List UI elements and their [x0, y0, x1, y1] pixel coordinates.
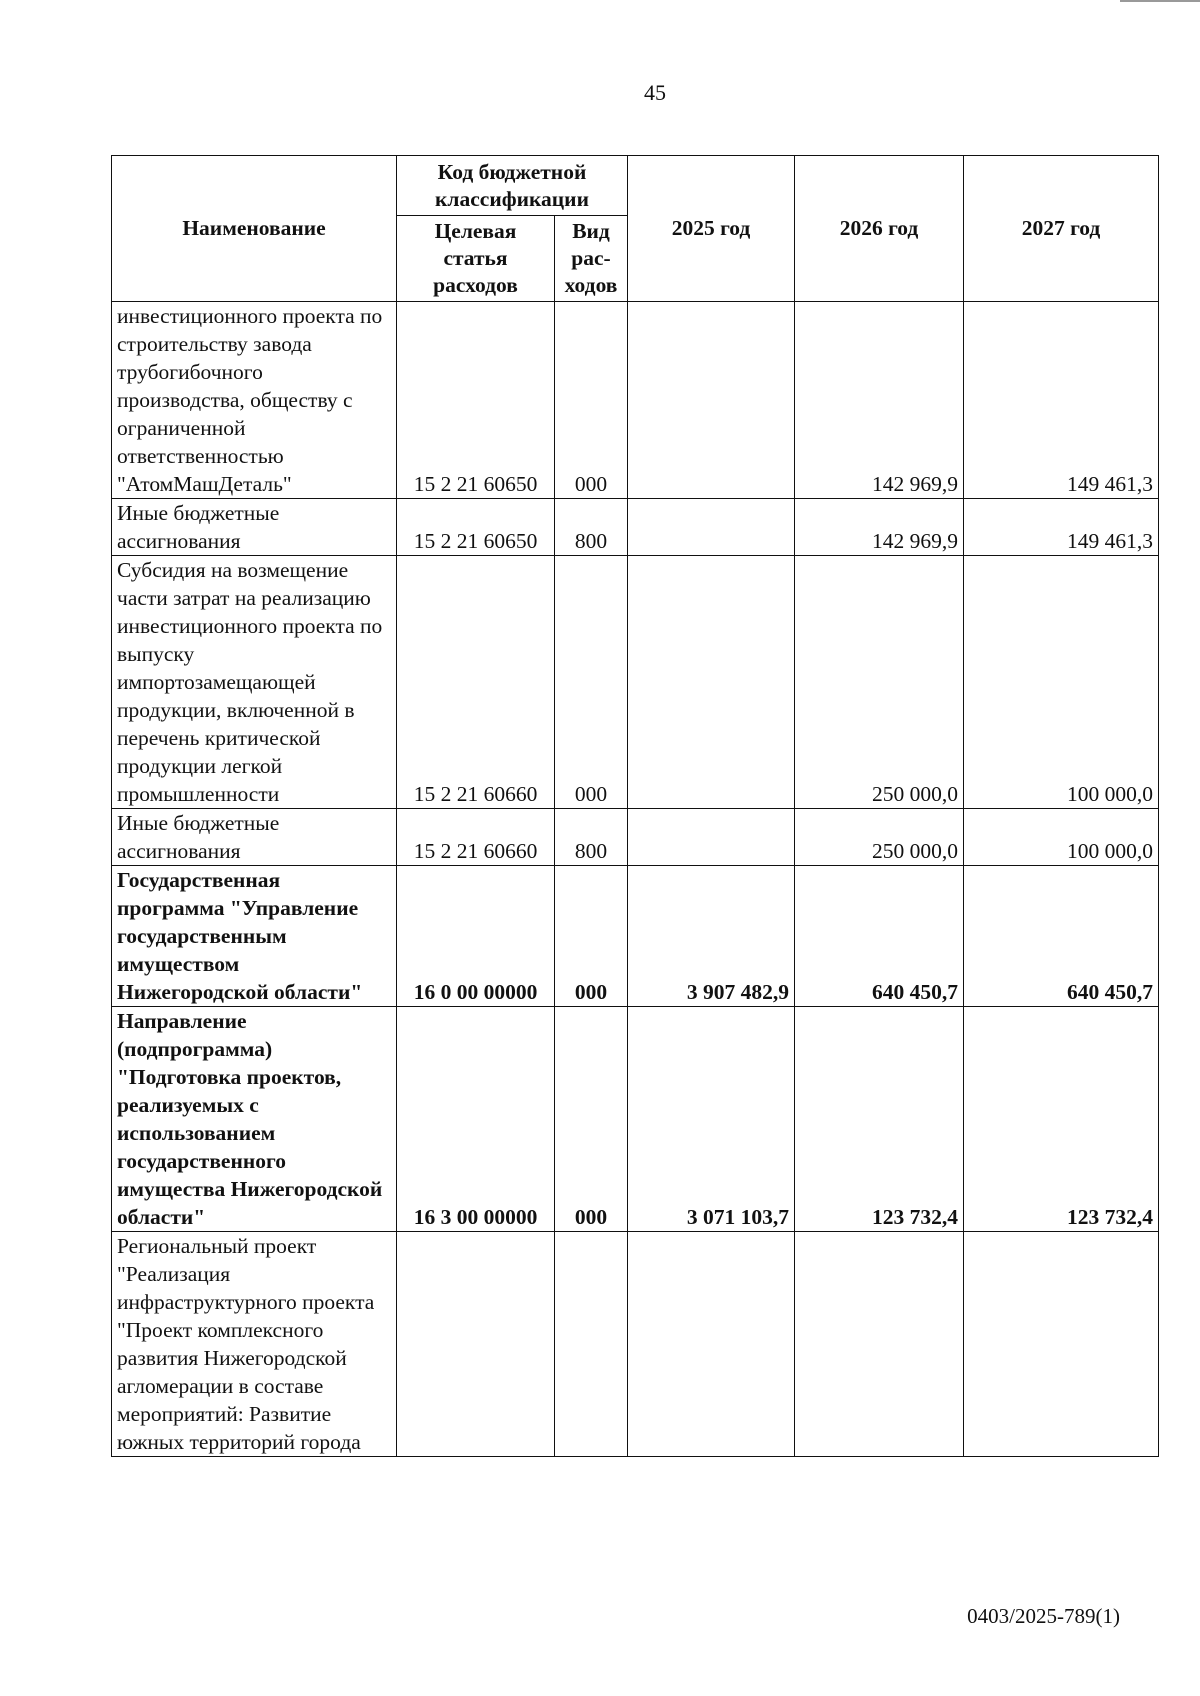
row-expense-type: 000 [555, 556, 628, 809]
row-value-2027 [964, 1232, 1159, 1457]
row-value-2027: 100 000,0 [964, 809, 1159, 866]
row-value-2027: 149 461,3 [964, 499, 1159, 556]
header-2027: 2027 год [964, 156, 1159, 302]
row-expense-type: 800 [555, 499, 628, 556]
table-row [112, 1007, 1159, 1232]
row-name: Субсидия на возмещение части затрат на реализацию инвестиционного проекта по выпуску импортозамещающей продукции, включенной в перечень критической продукции легкой промышленности [112, 556, 397, 809]
row-value-2025 [628, 302, 795, 499]
header-code-group: Код бюджетной классификации [397, 156, 628, 216]
header-2025: 2025 год [628, 156, 795, 302]
row-target-article: 15 2 21 60650 [397, 499, 555, 556]
table-body [112, 302, 1159, 1457]
row-value-2025 [628, 499, 795, 556]
page-number: 45 [644, 80, 666, 105]
table-row [112, 1232, 1159, 1457]
row-name: Иные бюджетные ассигнования [112, 499, 397, 556]
row-target-article: 16 3 00 00000 [397, 1007, 555, 1232]
row-value-2026: 250 000,0 [795, 556, 964, 809]
row-value-2027: 100 000,0 [964, 556, 1159, 809]
row-target-article: 15 2 21 60660 [397, 556, 555, 809]
row-name: Иные бюджетные ассигнования [112, 809, 397, 866]
row-expense-type: 000 [555, 866, 628, 1007]
row-expense-type: 800 [555, 809, 628, 866]
row-value-2025 [628, 556, 795, 809]
row-value-2025 [628, 809, 795, 866]
header-name: Наименование [112, 156, 397, 302]
row-value-2025: 3 071 103,7 [628, 1007, 795, 1232]
row-value-2026: 142 969,9 [795, 499, 964, 556]
row-target-article: 16 0 00 00000 [397, 866, 555, 1007]
table-header [112, 156, 1159, 302]
table-row [112, 866, 1159, 1007]
row-value-2027: 123 732,4 [964, 1007, 1159, 1232]
row-name: Региональный проект "Реализация инфраструктурного проекта "Проект комплексного развития Нижегородской агломерации в составе мероприятий: Развитие южных территорий города [112, 1232, 397, 1457]
table-row [112, 809, 1159, 866]
row-value-2026: 250 000,0 [795, 809, 964, 866]
row-expense-type: 000 [555, 1007, 628, 1232]
row-target-article: 15 2 21 60660 [397, 809, 555, 866]
scan-corner-mark [1120, 0, 1200, 2]
table-row [112, 499, 1159, 556]
row-value-2026: 142 969,9 [795, 302, 964, 499]
header-expense-type: Вид рас-ходов [555, 216, 628, 302]
header-2026: 2026 год [795, 156, 964, 302]
row-name: инвестиционного проекта по строительству завода трубогибочного производства, обществу с ограниченной ответственностью "АтомМашДеталь" [112, 302, 397, 499]
row-value-2026: 640 450,7 [795, 866, 964, 1007]
row-name: Государственная программа "Управление государственным имуществом Нижегородской области" [112, 866, 397, 1007]
row-name: Направление (подпрограмма) "Подготовка проектов, реализуемых с использованием государственного имущества Нижегородской области" [112, 1007, 397, 1232]
row-target-article [397, 1232, 555, 1457]
header-target-article: Целевая статья расходов [397, 216, 555, 302]
row-value-2027: 149 461,3 [964, 302, 1159, 499]
table-row [112, 302, 1159, 499]
row-value-2025 [628, 1232, 795, 1457]
row-value-2025: 3 907 482,9 [628, 866, 795, 1007]
row-expense-type [555, 1232, 628, 1457]
document-code: 0403/2025-789(1) [967, 1604, 1120, 1628]
row-target-article: 15 2 21 60650 [397, 302, 555, 499]
table-row [112, 556, 1159, 809]
row-value-2027: 640 450,7 [964, 866, 1159, 1007]
budget-table [111, 155, 1159, 1457]
row-value-2026: 123 732,4 [795, 1007, 964, 1232]
row-expense-type: 000 [555, 302, 628, 499]
row-value-2026 [795, 1232, 964, 1457]
